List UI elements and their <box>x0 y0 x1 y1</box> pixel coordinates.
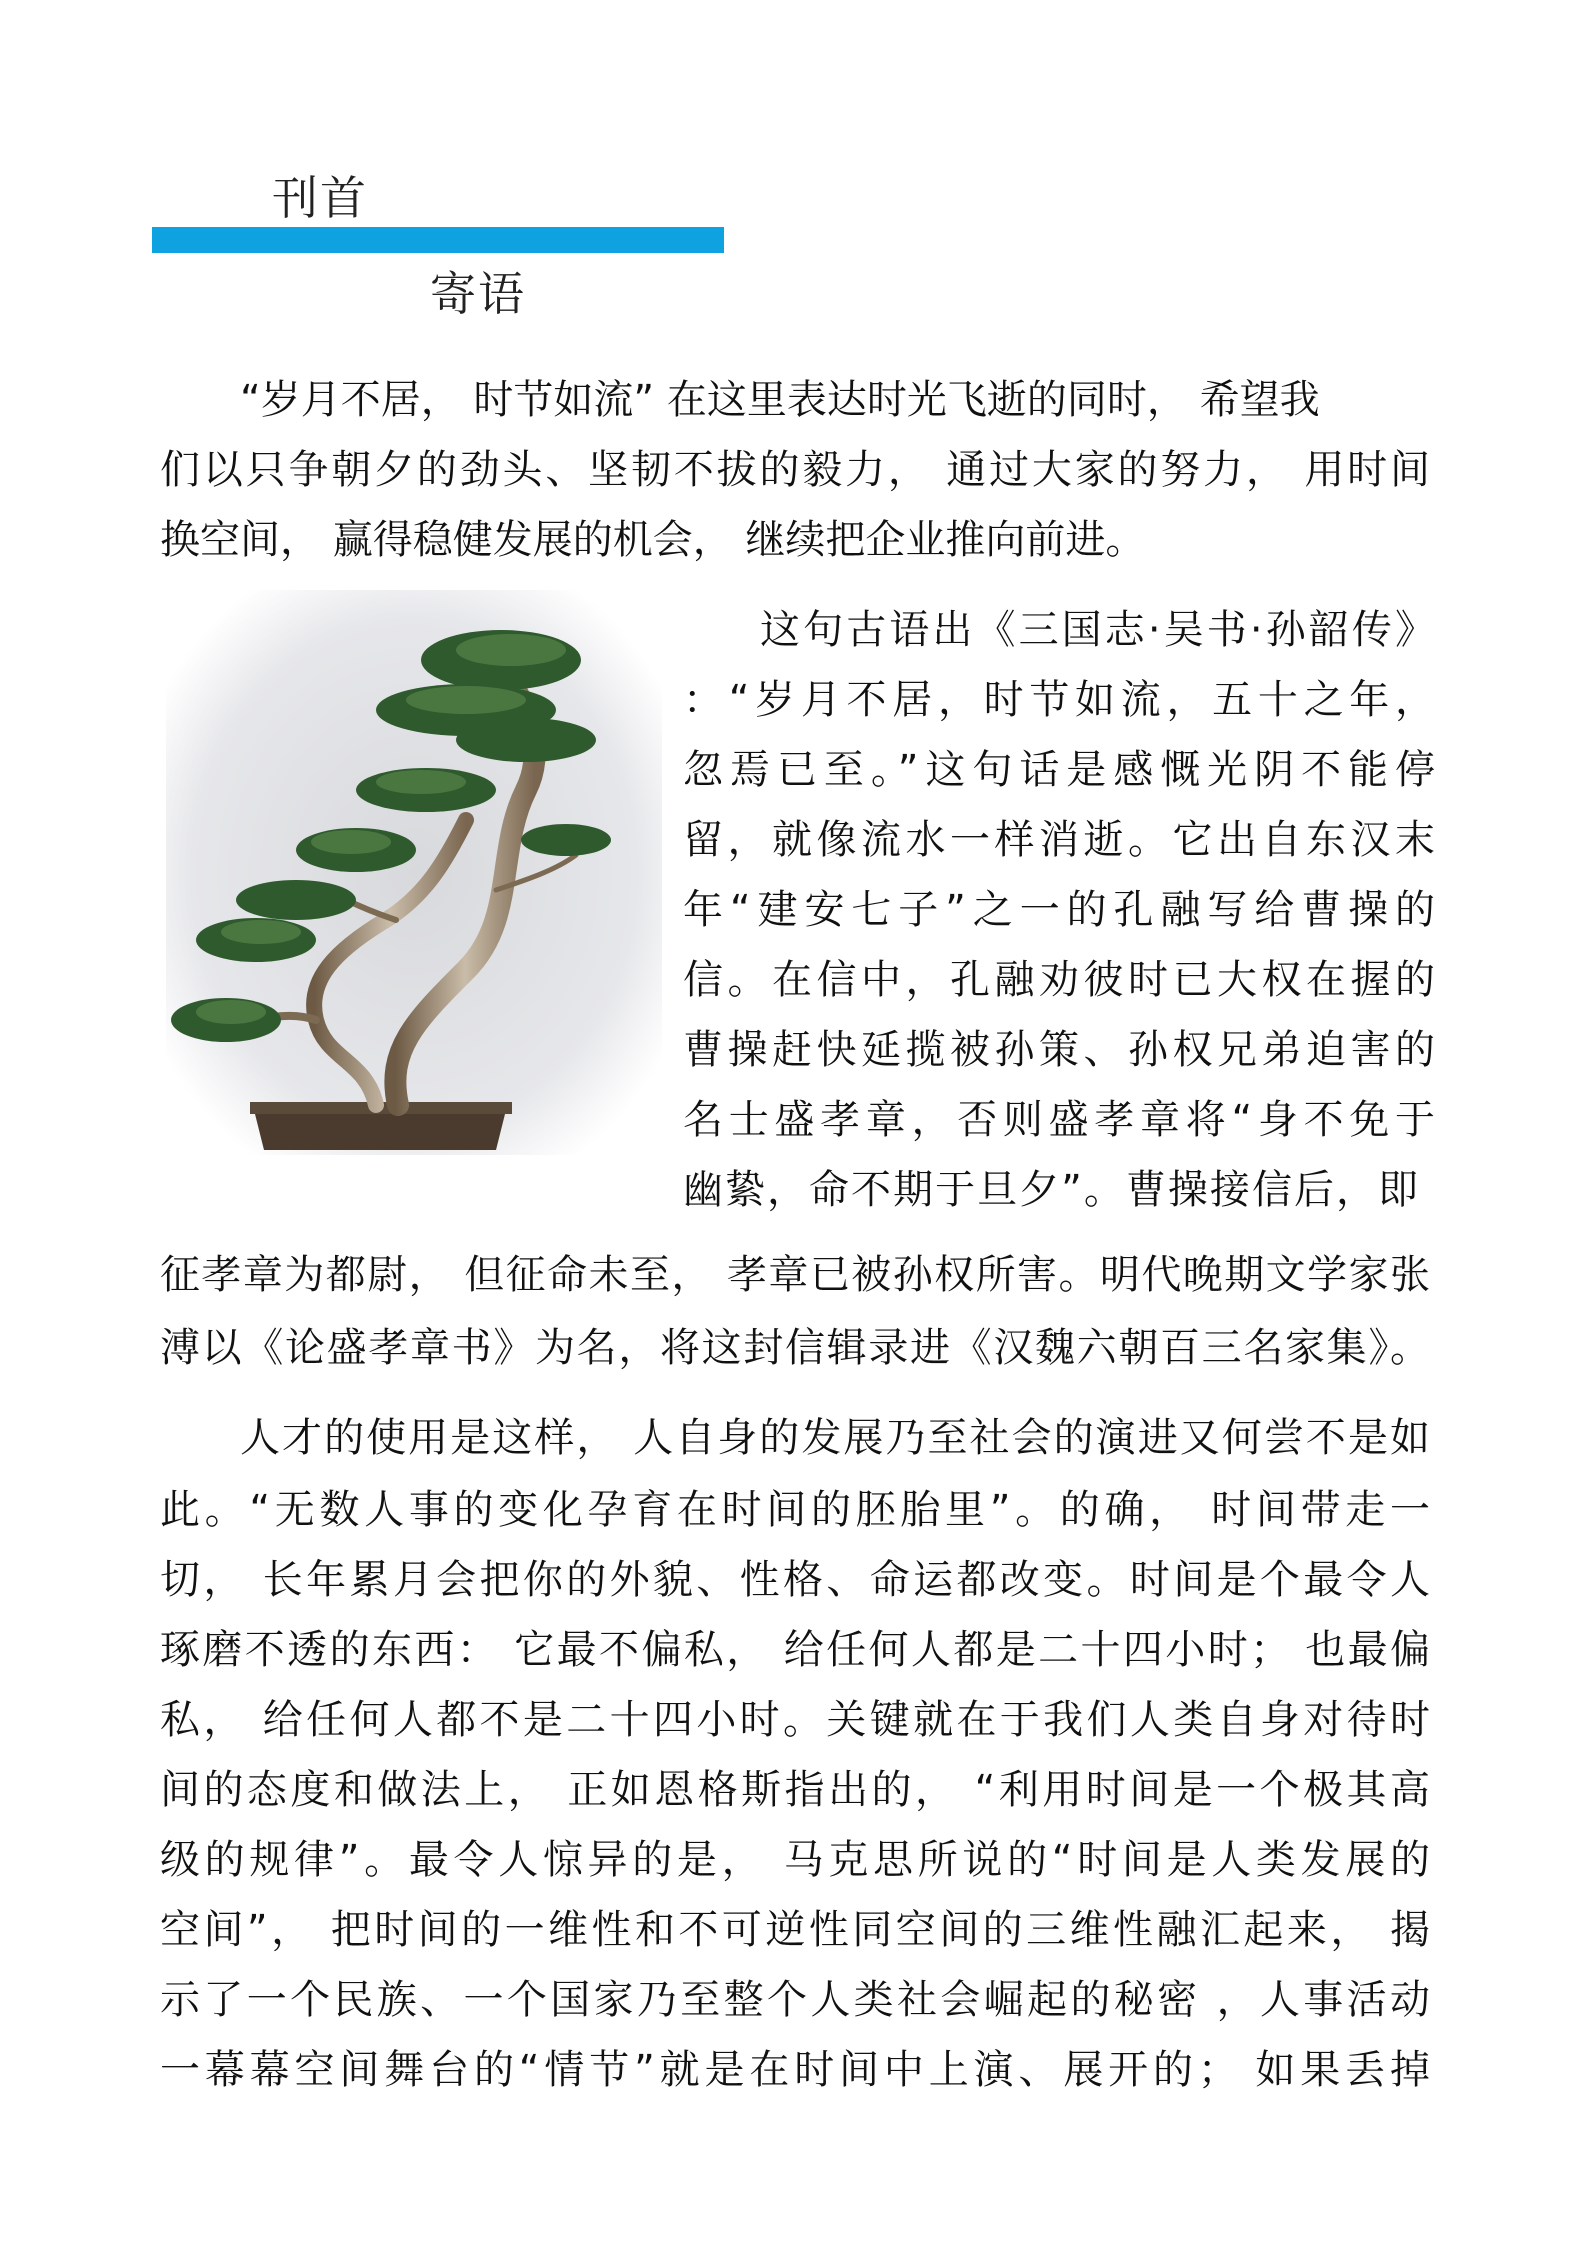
paragraph-2-line: 这句古语出《三国志·吴书·孙韶传》 <box>760 607 1435 653</box>
paragraph-2-line: 信。在信中，孔融劝彼时已大权在握的 <box>683 957 1435 1003</box>
paragraph-2-line: ：“岁月不居，时节如流，五十之年， <box>683 677 1435 723</box>
paragraph-3-line: 级的规律”。最令人惊异的是， 马克思所说的“时间是人类发展的 <box>160 1837 1430 1883</box>
paragraph-2-line: 溥以《论盛孝章书》为名，将这封信辑录进《汉魏六朝百三名家集》。 <box>160 1325 1430 1371</box>
section-subtitle: 寄语 <box>430 267 526 321</box>
paragraph-3-line: 间的态度和做法上， 正如恩格斯指出的， “利用时间是一个极其高 <box>160 1767 1430 1813</box>
paragraph-2-line: 名士盛孝章，否则盛孝章将“身不免于 <box>683 1097 1435 1143</box>
paragraph-2-line: 征孝章为都尉， 但征命未至， 孝章已被孙权所害。明代晚期文学家张 <box>160 1252 1430 1298</box>
paragraph-3-line: 私， 给任何人都不是二十四小时。关键就在于我们人类自身对待时 <box>160 1697 1430 1743</box>
paragraph-3-line: 一幕幕空间舞台的“情节”就是在时间中上演、展开的； 如果丢掉 <box>160 2047 1430 2093</box>
paragraph-3-line: 切， 长年累月会把你的外貌、性格、命运都改变。时间是个最令人 <box>160 1557 1430 1603</box>
paragraph-3-line: 琢磨不透的东西： 它最不偏私， 给任何人都是二十四小时； 也最偏 <box>160 1627 1430 1673</box>
paragraph-3-line: 示了一个民族、一个国家乃至整个人类社会崛起的秘密 ，人事活动 <box>160 1977 1430 2023</box>
paragraph-2-line: 年“建安七子”之一的孔融写给曹操的 <box>683 887 1435 933</box>
paragraph-2-line: 曹操赶快延揽被孙策、孙权兄弟迫害的 <box>683 1027 1435 1073</box>
paragraph-2-line: 忽焉已至。”这句话是感慨光阴不能停 <box>683 747 1435 793</box>
section-title: 刊首 <box>272 171 368 225</box>
paragraph-1-line: 换空间， 赢得稳健发展的机会， 继续把企业推向前进。 <box>160 517 1146 563</box>
paragraph-2-line: 幽絷，命不期于旦夕”。曹操接信后，即 <box>683 1167 1418 1213</box>
paragraph-3-line: 此。“无数人事的变化孕育在时间的胚胎里”。的确， 时间带走一 <box>160 1487 1430 1533</box>
bonsai-tree-image <box>166 590 662 1155</box>
paragraph-1-line: 们以只争朝夕的劲头、坚韧不拔的毅力， 通过大家的努力， 用时间 <box>160 447 1430 493</box>
section-title-bar <box>152 227 724 253</box>
paragraph-3-line: 人才的使用是这样， 人自身的发展乃至社会的演进又何尝不是如 <box>240 1415 1430 1461</box>
paragraph-1-line: “岁月不居， 时节如流” 在这里表达时光飞逝的同时， 希望我 <box>240 377 1320 423</box>
paragraph-3-line: 空间”， 把时间的一维性和不可逆性同空间的三维性融汇起来， 揭 <box>160 1907 1430 1953</box>
paragraph-2-line: 留，就像流水一样消逝。它出自东汉末 <box>683 817 1435 863</box>
